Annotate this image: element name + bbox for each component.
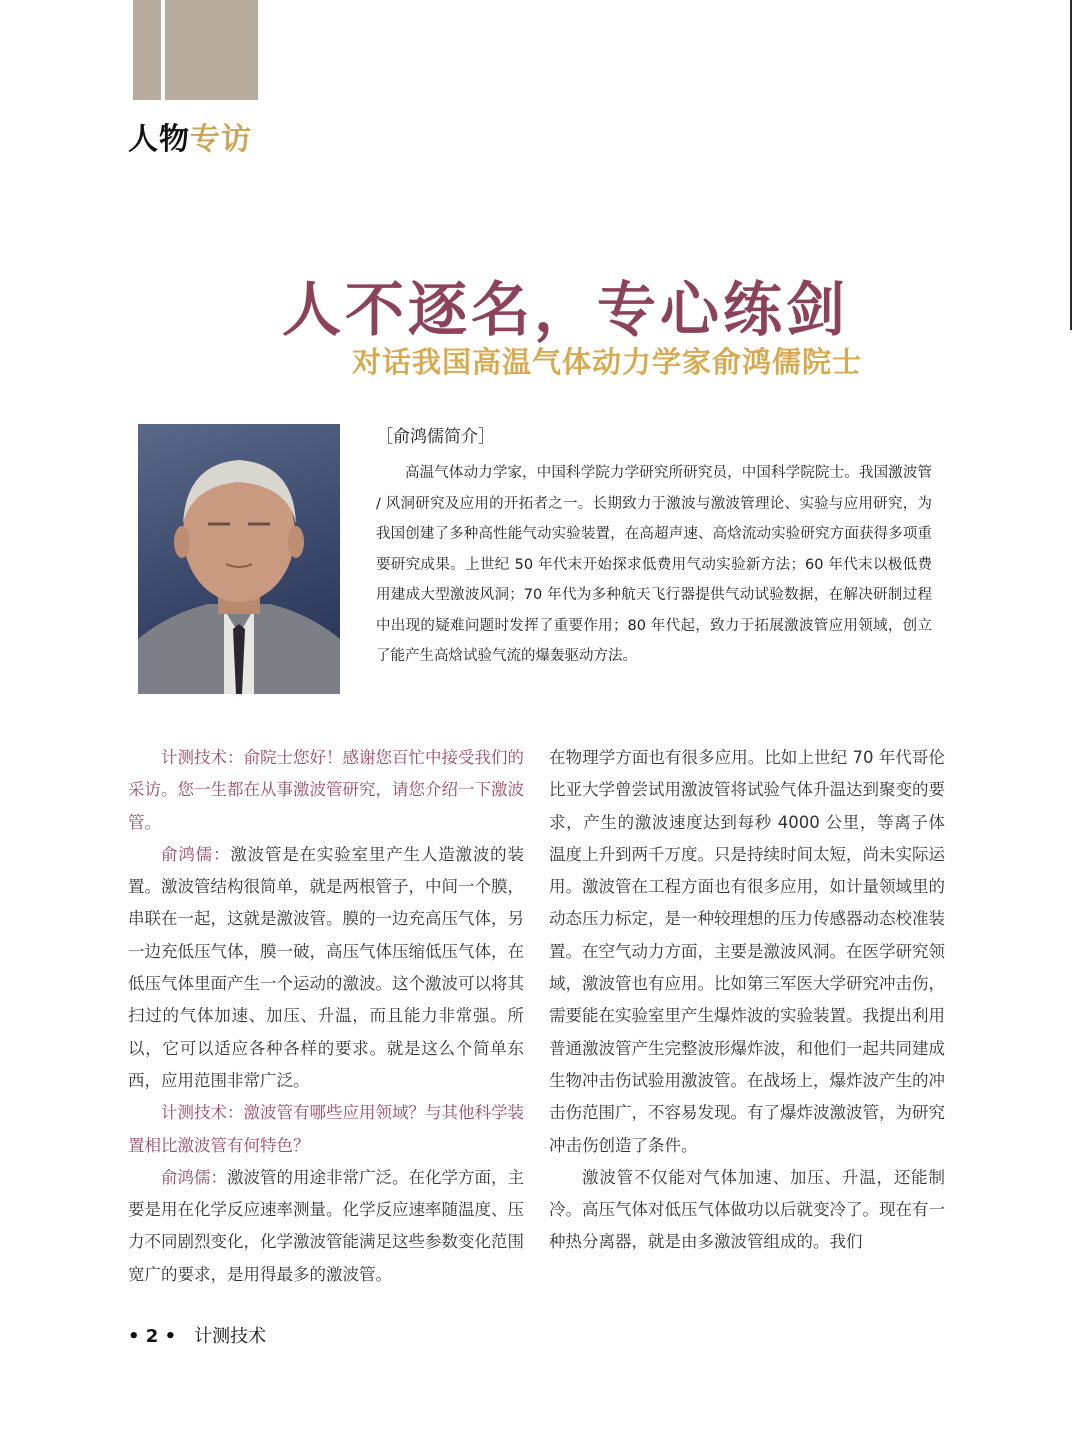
answer-2-paragraph-2: 激波管不仅能对气体加速、加压、升温，还能制冷。高压气体对低压气体做功以后就变冷了。现在有一种热分离器，就是由多激波管组成的。我们 [549,1167,945,1252]
answer-1 [128,839,524,1097]
answer-2-speaker: 俞鸿儒： [161,1167,227,1187]
section-label-part2: 专访 [190,122,252,157]
section-label [128,114,252,158]
portrait-illustration [138,424,340,694]
section-label-part1: 人物 [128,122,190,157]
bio-text: 高温气体动力学家，中国科学院力学研究所研究员，中国科学院院士。我国激波管 / 风洞研究及应用的开拓者之一。长期致力于激波与激波管理论、实验与应用研究，为我国创建了多种高性能气动实验装置，在高超声速、高焓流动实验研究方面获得多项重要研究成果。上世纪 50 年代末开始探求低费用气动实验新方法；60 年代末以极低费用建成大型激波风洞；70 年代为多种航天飞行器提供气动试验数据，在解决研制过程中出现的疑难问题时发挥了重要作用；80 年代起，致力于拓展激波管应用领域，创立了能产生高焓试验气流的爆轰驱动方法。 [376,465,932,664]
decorative-bar-left [133,0,161,100]
bio-heading: ［俞鸿儒简介］ [376,427,495,447]
decorative-bar-right [165,0,258,100]
page-number: • 2 • [128,1326,177,1347]
answer-2-continued: 在物理学方面也有很多应用。比如上世纪 70 年代哥伦比亚大学曾尝试用激波管将试验气体升温达到聚变的要求，产生的激波速度达到每秒 4000 公里，等离子体温度上升到两千万度。只是持续时间太短，尚未实际运用。激波管在工程方面也有很多应用，如计量领域里的动态压力标定，是一种较理想的压力传感器动态校准装置。在空气动力方面，主要是激波风洞。在医学研究领域，激波管也有应用。比如第三军医大学研究冲击伤，需要能在实验室里产生爆炸波的实验装置。我提出利用普通激波管产生完整波形爆炸波，和他们一起共同建成生物冲击伤试验用激波管。在战场上，爆炸波产生的冲击伤范围广，不容易发现。有了爆炸波激波管，为研究冲击伤创造了条件。 [549,748,945,1155]
article-column-left [128,742,524,1291]
article-title: 人不逐名，专心练剑 [282,275,850,344]
answer-2-text: 激波管的用途非常广泛。在化学方面，主要是用在化学反应速率测量。化学反应速率随温度、压力不同剧烈变化，化学激波管能满足这些参数变化范围宽广的要求，是用得最多的激波管。 [128,1167,524,1284]
question-2: 计测技术：激波管有哪些应用领域？与其他科学装置相比激波管有何特色？ [128,1103,524,1155]
portrait-photo [138,424,340,694]
article-subtitle: 对话我国高温气体动力学家俞鸿儒院士 [352,345,863,379]
answer-1-speaker: 俞鸿儒： [161,844,231,864]
question-1: 计测技术：俞院士您好！感谢您百忙中接受我们的采访。您一生都在从事激波管研究，请您介绍一下激波管。 [128,748,524,832]
answer-2 [128,1162,524,1291]
answer-1-text: 激波管是在实验室里产生人造激波的装置。激波管结构很简单，就是两根管子，中间一个膜，串联在一起，这就是激波管。膜的一边充高压气体，另一边充低压气体，膜一破，高压气体压缩低压气体，在低压气体里面产生一个运动的激波。这个激波可以将其扫过的气体加速、加压、升温，而且能力非常强。所以，它可以适应各种各样的要求。就是这么个简单东西，应用范围非常广泛。 [128,844,525,1090]
journal-name: 计测技术 [194,1326,267,1347]
page-footer [128,1322,266,1348]
article-column-right [549,742,945,1259]
